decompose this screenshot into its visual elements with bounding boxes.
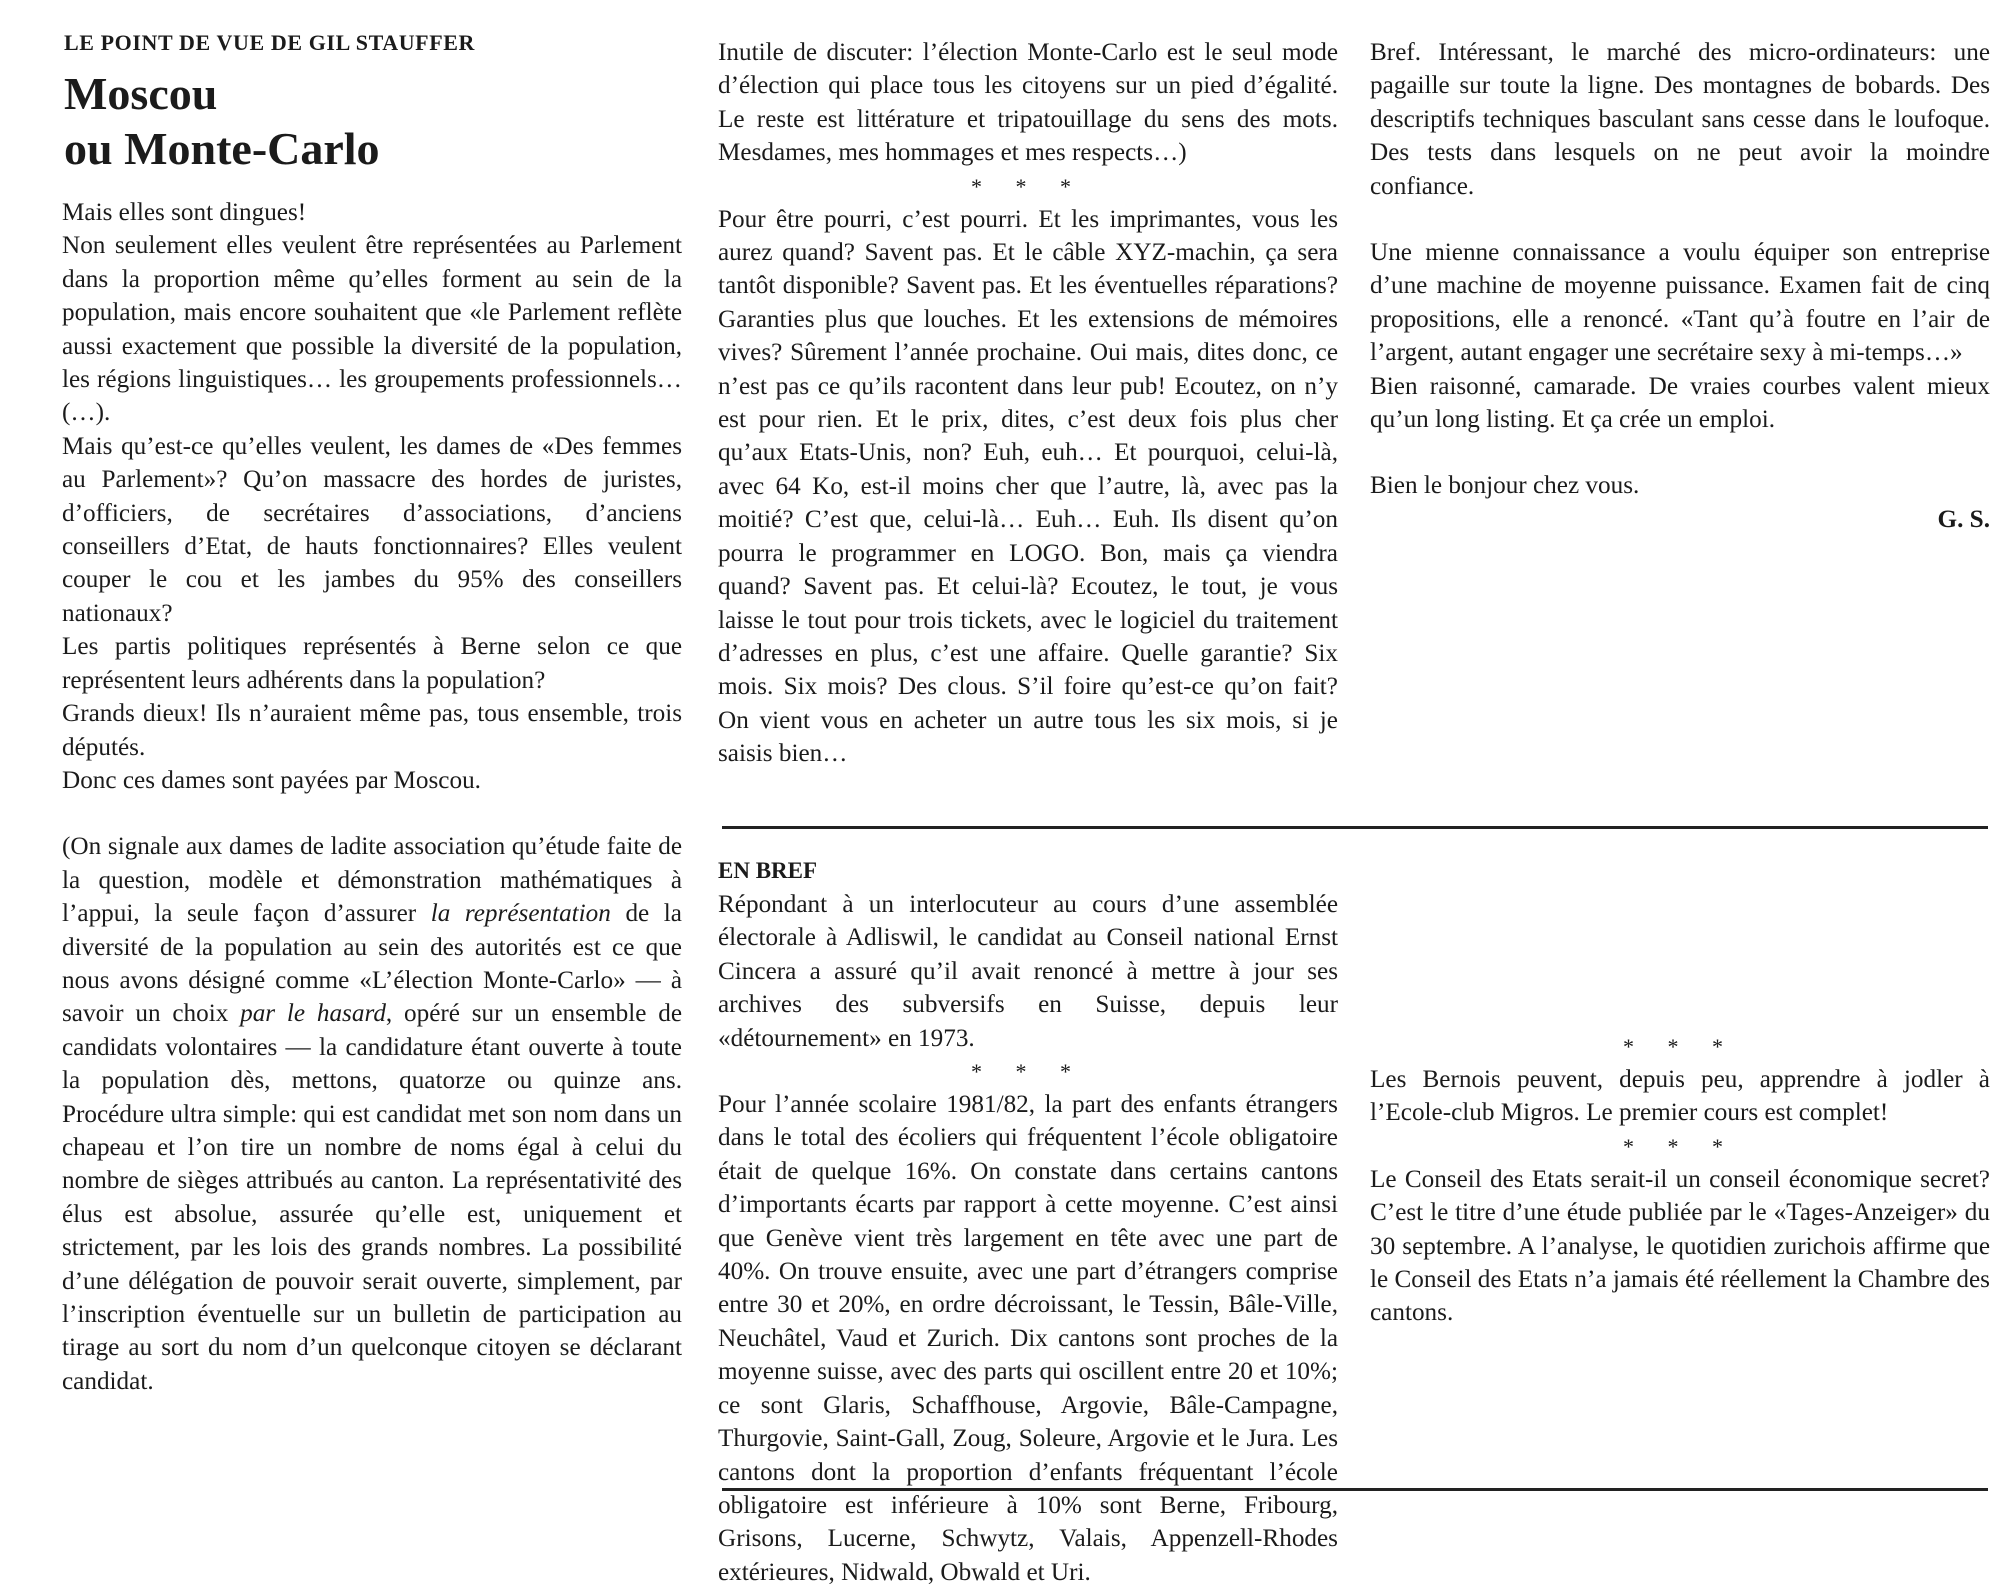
brief-item: Le Conseil des Etats serait-il un conseil économique secret? C’est le titre d’une étude publiée par le «Tages-Anzeiger» du 30 septembre. A l’analyse, le quotidien zurichois affirme que le Conseil des Etats n’a jamais été réellement la Chambre des cantons. (1370, 1165, 1990, 1327)
article-paragraph: Mais qu’est-ce qu’elles veulent, les dames de «Des femmes au Parlement»? Qu’on massacre des hordes de juristes, d’officiers, de secrétaires d’associations, d’anciens conseillers d’Etat, de hauts fonctionnaires? Elles veulent couper le cou et les jambes du 95% des conseillers nationaux? (62, 432, 682, 627)
page-title (64, 66, 682, 176)
article-paragraph: Donc ces dames sont payées par Moscou. (62, 766, 481, 794)
brief-item: Pour l’année scolaire 1981/82, la part des enfants étrangers dans le total des écoliers qui fréquentent l’école obligatoire était de quelque 16%. On constate dans certains cantons d’importants écarts par rapport à cette moyenne. C’est ainsi que Genève vient très largement en tête avec une part de 40%. On trouve ensuite, avec une part d’étrangers comprise entre 30 et 20%, en ordre décroissant, le Tessin, Bâle-Ville, Neuchâtel, Vaud et Zurich. Dix cantons sont proches de la moyenne suisse, avec des parts qui oscillent entre 20 et 10%; ce sont Glaris, Schaffhouse, Argovie, Bâle-Campagne, Thurgovie, Saint-Gall, Zoug, Soleure, Argovie et le Jura. Les cantons dont la proportion d’enfants fréquentant l’école obligatoire est inférieure à 10% sont Berne, Fribourg, Grisons, Lucerne, Schwytz, Valais, Appenzell-Rhodes extérieures, Nidwald, Obwald et Uri. (718, 1091, 1338, 1586)
brief-item: Répondant à un interlocuteur au cours d’une assemblée électorale à Adliswil, le candidat au Conseil national Ernst Cincera a assuré qu’il avait renoncé à mettre à jour ses archives des subversifs en Suisse, depuis leur «détournement» en 1973. (718, 891, 1338, 1052)
section-title-en-bref: EN BREF (718, 858, 818, 883)
author-signature: G. S. (1937, 505, 1990, 533)
article-kicker: LE POINT DE VUE DE GIL STAUFFER (64, 30, 476, 55)
article-paragraph: Inutile de discuter: l’élection Monte-Carlo est le seul mode d’élection qui place tous les citoyens sur un pied d’égalité. Le reste est littérature et tripatouillage du sens des mots. Mesdames, mes hommages et mes respects…) (718, 39, 1338, 167)
article-paragraph: Bref. Intéressant, le marché des micro-ordinateurs: une pagaille sur toute la ligne. Des montagnes de bobards. Des descriptifs techniques basculant sans cesse dans le loufoque. Des tests dans lesquels on ne peut avoir la moindre confiance. (1370, 39, 1990, 200)
column-2-upper (718, 36, 1338, 771)
article-paragraph: Mais elles sont dingues! (62, 199, 307, 226)
separator-stars: * * * (1623, 1034, 1737, 1059)
separator-stars: * * * (971, 173, 1085, 199)
article-paragraph: Une mienne connaissance a voulu équiper son entreprise d’une machine de moyenne puissance. Examen fait de cinq propositions, elle a renoncé. «Tant qu’à foutre en l’air de l’argent, autant engager une secrétaire sexy à mi-temps…» (1370, 239, 1990, 367)
article-paragraph: Grands dieux! Ils n’auraient même pas, tous ensemble, trois députés. (62, 700, 682, 761)
headline-line-1: Moscou (64, 68, 218, 119)
article-paragraph: Bien le bonjour chez vous. (1370, 472, 1640, 500)
divider-rule (722, 1488, 1988, 1491)
article-paragraph: Bien raisonné, camarade. De vraies courbes valent mieux qu’un long listing. Et ça crée un emploi. (1370, 372, 1990, 434)
separator-stars: * * * (971, 1059, 1085, 1085)
column-2-lower (718, 854, 1338, 1589)
emphasis-text: par le hasard (240, 1000, 386, 1028)
column-3-lower (1370, 1030, 1990, 1330)
divider-rule (722, 826, 1988, 829)
column-3-upper (1370, 36, 1990, 536)
article-paragraph: Non seulement elles veulent être représentées au Parlement dans la proportion même qu’elles forment au sein de la population, mais encore souhaitent que «le Parlement reflète aussi exactement que possible la diversité de la population, les régions linguistiques… les groupements professionnels… (…). (62, 232, 682, 427)
article-paragraph-monte-carlo: (On signale aux dames de ladite association qu’étude faite de la question, modèle et démonstration mathématiques à l’appui, la seule façon d’assurer la représentation de la diversité de la population au sein des autorités est ce que nous avons désigné comme «L’élection Monte-Carlo» — à savoir un choix par le hasard, opéré sur un ensemble de candidats volontaires — la candidature étant ouverte à toute la population dès, mettons, quatorze ou quinze ans. Procédure ultra simple: qui est candidat met son nom dans un chapeau et l’on tire un nombre de noms égal à celui du nombre de sièges attribués au canton. La représentativité des élus est absolue, assurée qu’elle est, uniquement et strictement, par les lois des grands nombres. La possibilité d’une délégation de pouvoir serait ouverte, simplement, par l’inscription éventuelle sur un bulletin de participation au tirage au sort du nom d’un quelconque citoyen se déclarant candidat. (62, 833, 683, 1395)
brief-item: Les Bernois peuvent, depuis peu, apprendre à jodler à l’Ecole-club Migros. Le premier cours est complet! (1370, 1066, 1990, 1127)
headline-line-2: ou Monte-Carlo (64, 123, 380, 174)
article-paragraph: Pour être pourri, c’est pourri. Et les imprimantes, vous les aurez quand? Savent pas. Et le câble XYZ-machin, ça sera tantôt disponible? Savent pas. Et les éventuelles réparations? Garanties plus que louches. Et les extensions de mémoires vives? Sûrement l’année prochaine. Oui mais, dites donc, ce n’est pas ce qu’ils racontent dans leur pub! Ecoutez, on n’y est pour rien. Et le prix, dites, c’est deux fois plus cher qu’aux Etats-Unis, non? Euh, euh… Et pourquoi, celui-là, avec 64 Ko, est-il moins cher que l’autre, là, avec pas la moitié? C’est que, celui-là… Euh… Euh. Ils disent qu’on pourra le programmer en LOGO. Bon, mais ça viendra quand? Savent pas. Et celui-là? Ecoutez, le tout, je vous laisse le tout pour trois tickets, avec le logiciel du traitement d’adresses en plus, c’est une affaire. Quelle garantie? Six mois. Six mois? Des clous. S’il foire qu’est-ce qu’on fait? On vient vous en acheter un autre tous les six mois, si je saisis bien… (718, 205, 1338, 768)
emphasis-text: la représentation (430, 900, 611, 928)
separator-stars: * * * (1623, 1133, 1737, 1159)
article-paragraph: Les partis politiques représentés à Berne selon ce que représentent leurs adhérents dans la population? (62, 633, 682, 694)
column-1 (62, 30, 682, 1398)
